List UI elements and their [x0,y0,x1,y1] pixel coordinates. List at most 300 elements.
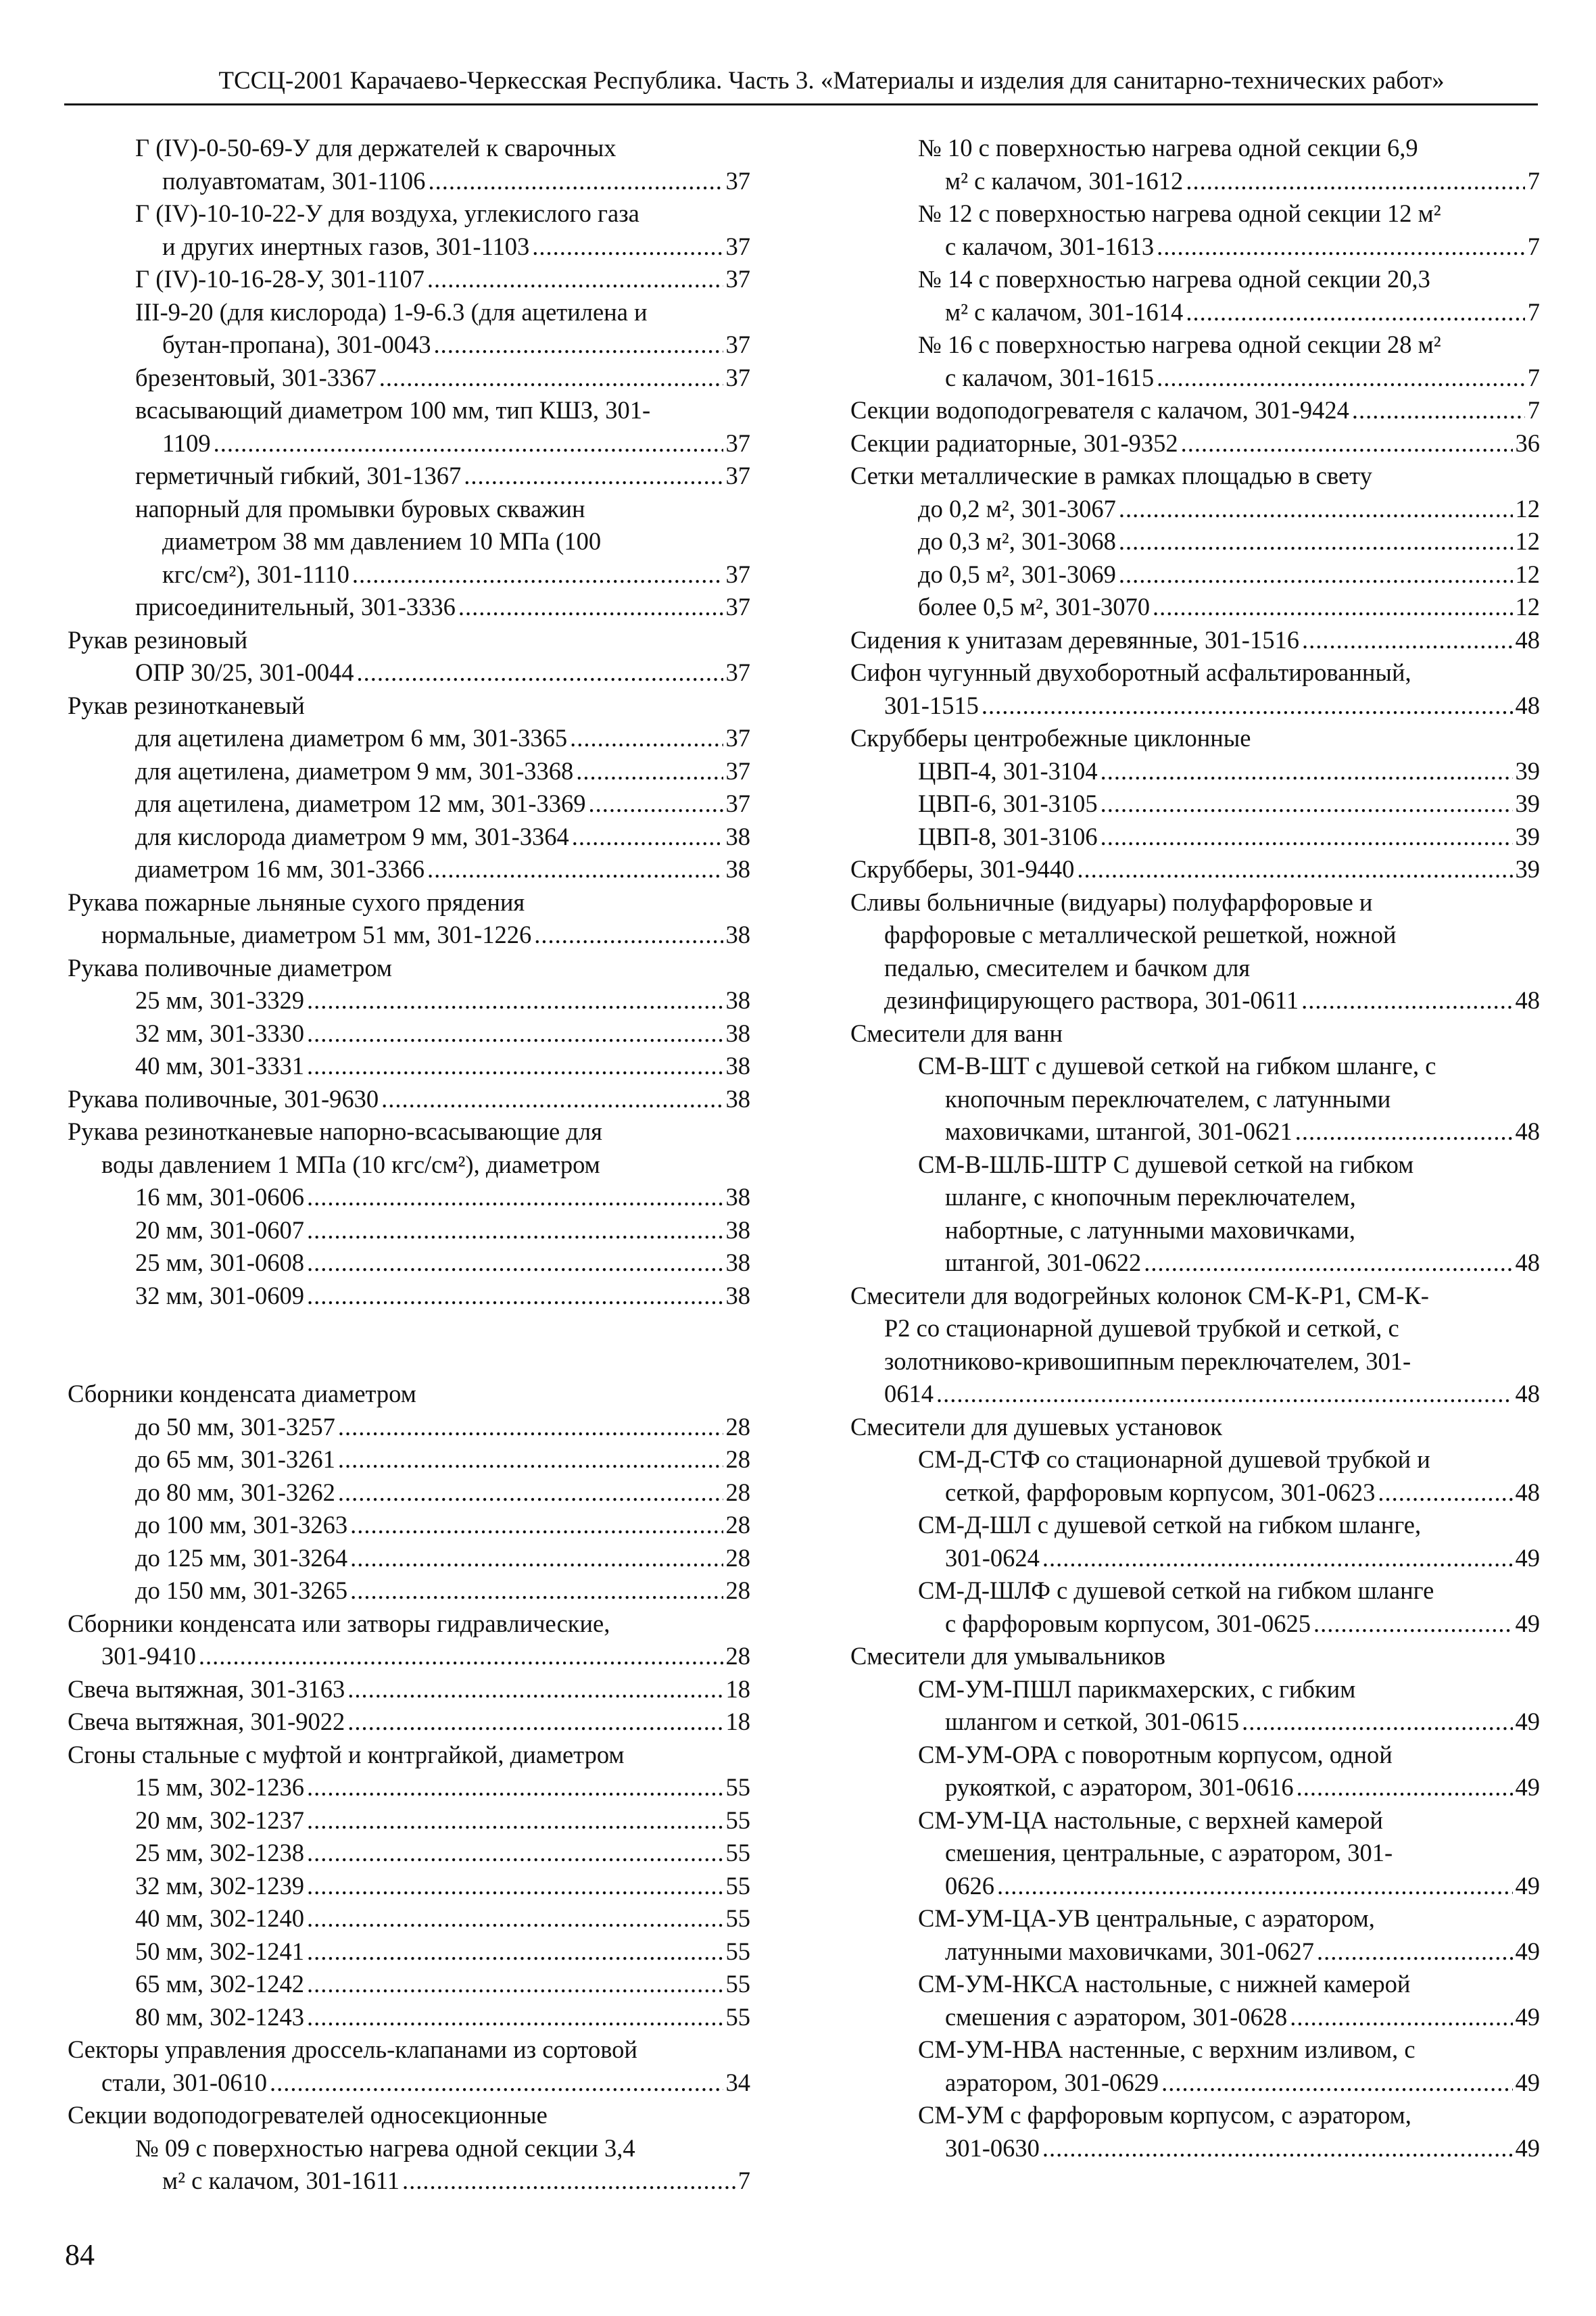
dot-leader [1042,1542,1513,1575]
page-reference: 12 [1515,527,1540,555]
entry-text: бутан-пропана), 301-0043 [162,331,431,358]
page-reference: 37 [725,232,750,260]
page-reference: 55 [725,1904,750,1932]
dot-leader [307,1837,723,1870]
entry-text: до 50 мм, 301-3257 [135,1412,335,1441]
index-entry [68,1509,750,1542]
entry-text: Рукава поливочные, 301-9630 [68,1084,379,1113]
dot-leader [464,460,723,493]
entry-text: 65 мм, 302-1242 [135,1970,304,1998]
page-reference: 37 [725,790,750,817]
page-reference: 37 [725,265,750,293]
page-reference: 7 [1527,232,1540,260]
index-entry [850,1443,1540,1509]
index-entry [68,1083,750,1116]
entry-text: набортные, с латунными маховичками, [945,1215,1356,1244]
index-entry [68,2132,750,2198]
page-reference: 28 [725,1478,750,1506]
index-entry [68,296,750,362]
index-entry [68,755,750,788]
page-reference: 38 [725,1281,750,1309]
index-entry [68,722,750,755]
index-entry [850,821,1540,854]
index-entry [68,263,750,296]
index-entry [68,394,750,460]
index-entry [68,1837,750,1870]
index-entry [68,1050,750,1083]
index-column-right [850,132,1540,2165]
index-entry [68,362,750,395]
dot-leader [1186,296,1524,329]
index-entry [850,460,1540,493]
index-entry [850,1804,1540,1903]
entry-text: Г (IV)-10-10-22-У для воздуха, углекислого газа [135,199,639,227]
index-entry [68,690,750,723]
dot-leader [307,2001,723,2034]
entry-text: ЦВП-8, 301-3106 [918,822,1098,850]
entry-text: шланге, с кнопочным переключателем, [945,1183,1356,1211]
entry-text: Р2 со стационарной душевой трубкой и сеткой, с [884,1314,1399,1342]
entry-text: СМ-УМ-НВА настенные, с верхним изливом, с [918,2035,1416,2063]
entry-text: Сборники конденсата диаметром [68,1380,416,1407]
index-entry [850,1509,1540,1574]
dot-leader [307,1771,723,1804]
index-entry [68,1443,750,1476]
entry-text: Г (IV)-10-16-28-У, 301-1107 [135,265,425,293]
entry-text: брезентовый, 301-3367 [135,363,377,391]
index-entry [68,1870,750,1903]
page-reference: 49 [1515,1609,1540,1637]
entry-text: нормальные, диаметром 51 мм, 301-1226 [101,921,532,948]
index-entry [68,1247,750,1280]
index-entry [850,427,1540,460]
entry-text: СМ-УМ-ПШЛ парикмахерских, с гибким [918,1674,1356,1703]
index-entry [68,1771,750,1804]
index-entry [850,2099,1540,2165]
dot-leader [352,558,723,592]
entry-text: сеткой, фарфоровым корпусом, 301-0623 [945,1478,1376,1506]
entry-text: Смесители для душевых установок [850,1412,1223,1441]
entry-text: смешения, центральные, с аэратором, 301- [945,1839,1393,1866]
entry-text: полуавтоматам, 301-1106 [162,166,426,195]
dot-leader [570,722,723,755]
entry-text: Секции радиаторные, 301-9352 [850,429,1178,457]
entry-text: для кислорода диаметром 9 мм, 301-3364 [135,822,569,850]
entry-text: с калачом, 301-1613 [945,232,1155,260]
page-reference: 38 [725,822,750,850]
index-entry [850,1017,1540,1051]
dot-leader [1101,755,1513,788]
entry-text: до 0,3 м², 301-3068 [918,527,1116,555]
index-entry [850,1739,1540,1804]
dot-leader [1101,788,1513,821]
entry-text: 0626 [945,1871,994,1900]
dot-leader [1181,427,1513,460]
dot-leader [307,1280,723,1313]
dot-leader [1313,1608,1513,1641]
dot-leader [381,1083,723,1116]
entry-text: Смесители для умывальников [850,1642,1165,1670]
page-reference: 28 [725,1445,750,1473]
dot-leader [1378,1476,1512,1510]
index-entry [68,1280,750,1313]
entry-text: 20 мм, 301-0607 [135,1215,304,1244]
dot-leader [307,1214,723,1247]
index-entry [68,853,750,886]
index-entry [850,132,1540,197]
entry-text: более 0,5 м², 301-3070 [918,593,1151,621]
index-entry [68,460,750,493]
page-reference: 18 [725,1708,750,1735]
index-entry [850,722,1540,755]
entry-text: СМ-УМ-ЦА настольные, с верхней камерой [918,1806,1383,1834]
index-entry [68,1115,750,1181]
index-entry [850,329,1540,394]
entry-text: 25 мм, 301-3329 [135,986,304,1014]
page-reference: 37 [725,462,750,489]
entry-text: СМ-Д-ШЛФ с душевой сеткой на гибком шланге [918,1576,1434,1604]
page-reference: 7 [1527,396,1540,424]
dot-leader [1119,493,1513,526]
page-reference: 28 [725,1412,750,1441]
entry-text: м² с калачом, 301-1611 [162,2167,400,2194]
entry-text: 80 мм, 302-1243 [135,2002,304,2031]
page-reference: 49 [1515,2068,1540,2096]
entry-text: 40 мм, 301-3331 [135,1052,304,1080]
index-entry [68,1542,750,1575]
index-entry [68,984,750,1017]
entry-text: СМ-Д-ШЛ с душевой сеткой на гибком шланге, [918,1511,1422,1539]
entry-text: Смесители для ванн [850,1019,1063,1047]
index-entry [68,1935,750,1969]
entry-text: СМ-В-ШЛБ-ШТР С душевой сеткой на гибком [918,1150,1414,1178]
index-entry [850,1050,1540,1149]
page-reference: 38 [725,1215,750,1244]
dot-leader [997,1870,1513,1903]
index-entry [68,1476,750,1510]
index-entry [850,558,1540,592]
dot-leader [338,1411,723,1444]
page-reference: 55 [725,1839,750,1866]
page-reference: 28 [725,1576,750,1604]
entry-text: Сидения к унитазам деревянные, 301-1516 [850,625,1299,654]
index-entry [68,886,750,952]
entry-text: СМ-В-ШТ с душевой сеткой на гибком шланге, с [918,1052,1436,1080]
page-reference: 48 [1515,1249,1540,1276]
entry-text: Сифон чугунный двухоборотный асфальтированный, [850,658,1411,686]
entry-text: 32 мм, 301-3330 [135,1019,304,1047]
index-entry [850,263,1540,329]
page-reference: 37 [725,593,750,621]
dot-leader [347,1706,723,1739]
entry-text: смешения с аэратором, 301-0628 [945,2002,1288,2031]
dot-leader [589,788,723,821]
index-entry [68,1739,750,1772]
index-entry [68,1181,750,1214]
entry-text: до 125 мм, 301-3264 [135,1543,348,1572]
entry-text: № 10 с поверхностью нагрева одной секции 6,9 [918,134,1418,162]
page-reference: 38 [725,1052,750,1080]
dot-leader [1119,525,1513,558]
dot-leader [270,2067,723,2100]
spacer [68,1312,750,1378]
entry-text: Смесители для водогрейных колонок СМ-К-Р1, СМ-К- [850,1281,1429,1309]
page-reference: 55 [725,1970,750,1998]
dot-leader [307,1870,723,1903]
page-reference: 48 [1515,1380,1540,1407]
entry-text: Секторы управления дроссель-клапанами из сортовой [68,2035,637,2063]
dot-leader [307,1968,723,2001]
entry-text: ОПР 30/25, 301-0044 [135,658,354,686]
dot-leader [379,362,723,395]
index-entry [850,591,1540,624]
entry-text: 20 мм, 302-1237 [135,1806,304,1834]
page-reference: 39 [1515,790,1540,817]
dot-leader [534,919,723,952]
page-reference: 37 [725,658,750,686]
page-reference: 55 [725,2002,750,2031]
entry-text: № 09 с поверхностью нагрева одной секции 3,4 [135,2133,635,2162]
entry-text: № 16 с поверхностью нагрева одной секции 28 м² [918,331,1441,358]
entry-text: Рукав резинотканевый [68,691,305,719]
entry-text: фарфоровые с металлической решеткой, ножной [884,921,1397,948]
index-entry [850,2033,1540,2099]
entry-text: 301-9410 [101,1642,196,1670]
index-entry [850,1968,1540,2033]
dot-leader [1186,165,1524,198]
index-entry [68,1411,750,1444]
dot-leader [458,591,723,624]
dot-leader [427,263,723,296]
page-reference: 48 [1515,986,1540,1014]
entry-text: аэратором, 301-0629 [945,2068,1159,2096]
entry-text: воды давлением 1 МПа (10 кгс/см²), диаметром [101,1150,600,1178]
index-entry [850,493,1540,526]
page-reference: 12 [1515,494,1540,523]
entry-text: стали, 301-0610 [101,2068,268,2096]
dot-leader [214,427,723,460]
entry-text: до 100 мм, 301-3263 [135,1511,348,1539]
index-entry [68,1574,750,1608]
index-entry [850,656,1540,722]
page-reference: 7 [737,2167,750,2194]
entry-text: 40 мм, 302-1240 [135,1904,304,1932]
index-entry [850,1902,1540,1968]
entry-text: Секции водоподогревателя с калачом, 301-9424 [850,396,1349,424]
dot-leader [350,1542,723,1575]
index-entry [68,1706,750,1739]
page-reference: 49 [1515,1937,1540,1965]
index-entry [850,394,1540,427]
entry-text: кнопочным переключателем, с латунными [945,1084,1391,1113]
index-entry [850,1149,1540,1280]
index-entry [68,1378,750,1411]
dot-leader [350,1574,723,1608]
entry-text: Свеча вытяжная, 301-9022 [68,1708,345,1735]
index-entry [850,624,1540,657]
entry-text: № 14 с поверхностью нагрева одной секции 20,3 [918,265,1430,293]
entry-text: 16 мм, 301-0606 [135,1183,304,1211]
page-reference: 28 [725,1511,750,1539]
index-entry [68,2001,750,2034]
index-entry [850,1673,1540,1739]
entry-text: маховичками, штангой, 301-0621 [945,1117,1292,1145]
entry-text: 32 мм, 301-0609 [135,1281,304,1309]
page-reference: 28 [725,1642,750,1670]
entry-text: до 0,5 м², 301-3069 [918,560,1116,588]
index-entry [850,788,1540,821]
page-reference: 36 [1515,429,1540,457]
entry-text: Сгоны стальные с муфтой и контргайкой, диаметром [68,1740,625,1768]
dot-leader [199,1640,723,1673]
dot-leader [356,656,723,690]
entry-text: ЦВП-6, 301-3105 [918,790,1098,817]
dot-leader [307,1247,723,1280]
dot-leader [338,1443,723,1476]
entry-text: Рукав резиновый [68,625,248,654]
page-reference: 38 [725,1084,750,1113]
index-entry [68,1017,750,1051]
entry-text: золотниково-кривошипным переключателем, 301- [884,1347,1411,1375]
page-reference: 12 [1515,560,1540,588]
entry-text: для ацетилена, диаметром 12 мм, 301-3369 [135,790,586,817]
dot-leader [1352,394,1525,427]
index-entry [68,493,750,592]
dot-leader [1101,821,1513,854]
entry-text: до 150 мм, 301-3265 [135,1576,348,1604]
index-entry [850,197,1540,263]
entry-text: всасывающий диаметром 100 мм, тип КШЗ, 301- [135,396,651,424]
entry-text: дезинфицирующего раствора, 301-0611 [884,986,1299,1014]
entry-text: Рукава резинотканевые напорно-всасывающие для [68,1117,602,1145]
dot-leader [1153,591,1512,624]
page-reference: 37 [725,331,750,358]
entry-text: штангой, 301-0622 [945,1249,1142,1276]
page-reference: 34 [725,2068,750,2096]
entry-text: до 65 мм, 301-3261 [135,1445,335,1473]
page-reference: 39 [1515,855,1540,883]
index-entry [850,886,1540,1017]
dot-leader [338,1476,723,1510]
dot-leader [572,821,723,854]
index-entry [68,821,750,854]
entry-text: Скрубберы, 301-9440 [850,855,1075,883]
index-entry [68,1608,750,1673]
entry-text: диаметром 16 мм, 301-3366 [135,855,425,883]
page-reference: 7 [1527,363,1540,391]
dot-leader [1042,2132,1513,2165]
entry-text: 32 мм, 302-1239 [135,1871,304,1900]
index-entry [68,656,750,690]
entry-text: присоединительный, 301-3336 [135,593,456,621]
dot-leader [307,1181,723,1214]
page-reference: 39 [1515,822,1540,850]
entry-text: латунными маховичками, 301-0627 [945,1937,1314,1965]
entry-text: III-9-20 (для кислорода) 1-9-6.3 (для ацетилена и [135,297,648,326]
entry-text: Рукава поливочные диаметром [68,953,392,982]
index-entry [68,1968,750,2001]
page-reference: 49 [1515,2002,1540,2031]
index-entry [68,2099,750,2132]
entry-text: СМ-Д-СТФ со стационарной душевой трубкой и [918,1445,1430,1473]
dot-leader [1157,362,1525,395]
dot-leader [427,853,723,886]
dot-leader [936,1378,1513,1411]
entry-text: Рукава пожарные льняные сухого прядения [68,888,525,916]
page-reference: 7 [1527,166,1540,195]
entry-text: педалью, смесителем и бачком для [884,953,1251,982]
page-reference: 37 [725,429,750,457]
dot-leader [428,165,723,198]
index-entry [850,1411,1540,1444]
page-reference: 49 [1515,1773,1540,1801]
dot-leader [532,231,723,264]
dot-leader [307,1935,723,1969]
entry-text: ЦВП-4, 301-3104 [918,756,1098,785]
page-reference: 38 [725,986,750,1014]
index-entry [850,755,1540,788]
page-reference: 49 [1515,2133,1540,2162]
index-entry [68,1214,750,1247]
dot-leader [1144,1247,1512,1280]
entry-text: Г (IV)-0-50-69-У для держателей к сварочных [135,134,616,162]
dot-leader [402,2165,735,2198]
entry-text: 301-0624 [945,1543,1040,1572]
page-reference: 38 [725,1183,750,1211]
entry-text: Свеча вытяжная, 301-3163 [68,1674,345,1703]
entry-text: 15 мм, 302-1236 [135,1773,304,1801]
entry-text: СМ-УМ-ОРА с поворотным корпусом, одной [918,1740,1393,1768]
dot-leader [1242,1706,1512,1739]
page-reference: 48 [1515,691,1540,719]
page-reference: 37 [725,166,750,195]
index-entry [850,525,1540,558]
dot-leader [1317,1935,1513,1969]
entry-text: до 0,2 м², 301-3067 [918,494,1116,523]
page-reference: 49 [1515,1708,1540,1735]
index-entry [68,624,750,657]
entry-text: СМ-УМ с фарфоровым корпусом, с аэратором, [918,2101,1411,2129]
dot-leader [1295,1115,1513,1149]
entry-text: кгс/см²), 301-1110 [162,560,349,588]
entry-text: для ацетилена диаметром 6 мм, 301-3365 [135,724,568,752]
dot-leader [1290,2001,1512,2034]
dot-leader [1301,984,1512,1017]
page-reference: 55 [725,1806,750,1834]
entry-text: 0614 [884,1380,934,1407]
entry-text: Сливы больничные (видуары) полуфарфоровые и [850,888,1373,916]
page-reference: 48 [1515,625,1540,654]
entry-text: 1109 [162,429,211,457]
entry-text: м² с калачом, 301-1614 [945,297,1184,326]
dot-leader [434,329,723,362]
entry-text: рукояткой, с аэратором, 301-0616 [945,1773,1294,1801]
page-reference: 49 [1515,1543,1540,1572]
page-reference: 55 [725,1773,750,1801]
dot-leader [1297,1771,1513,1804]
entry-text: диаметром 38 мм давлением 10 МПа (100 [162,527,602,555]
page-reference: 38 [725,855,750,883]
page-reference: 55 [725,1871,750,1900]
entry-text: до 80 мм, 301-3262 [135,1478,335,1506]
index-entry [68,1673,750,1706]
page-reference: 48 [1515,1478,1540,1506]
entry-text: Скрубберы центробежные циклонные [850,724,1251,752]
page-reference: 39 [1515,756,1540,785]
dot-leader [576,755,723,788]
index-entry [850,1640,1540,1673]
header-rule [64,103,1538,105]
